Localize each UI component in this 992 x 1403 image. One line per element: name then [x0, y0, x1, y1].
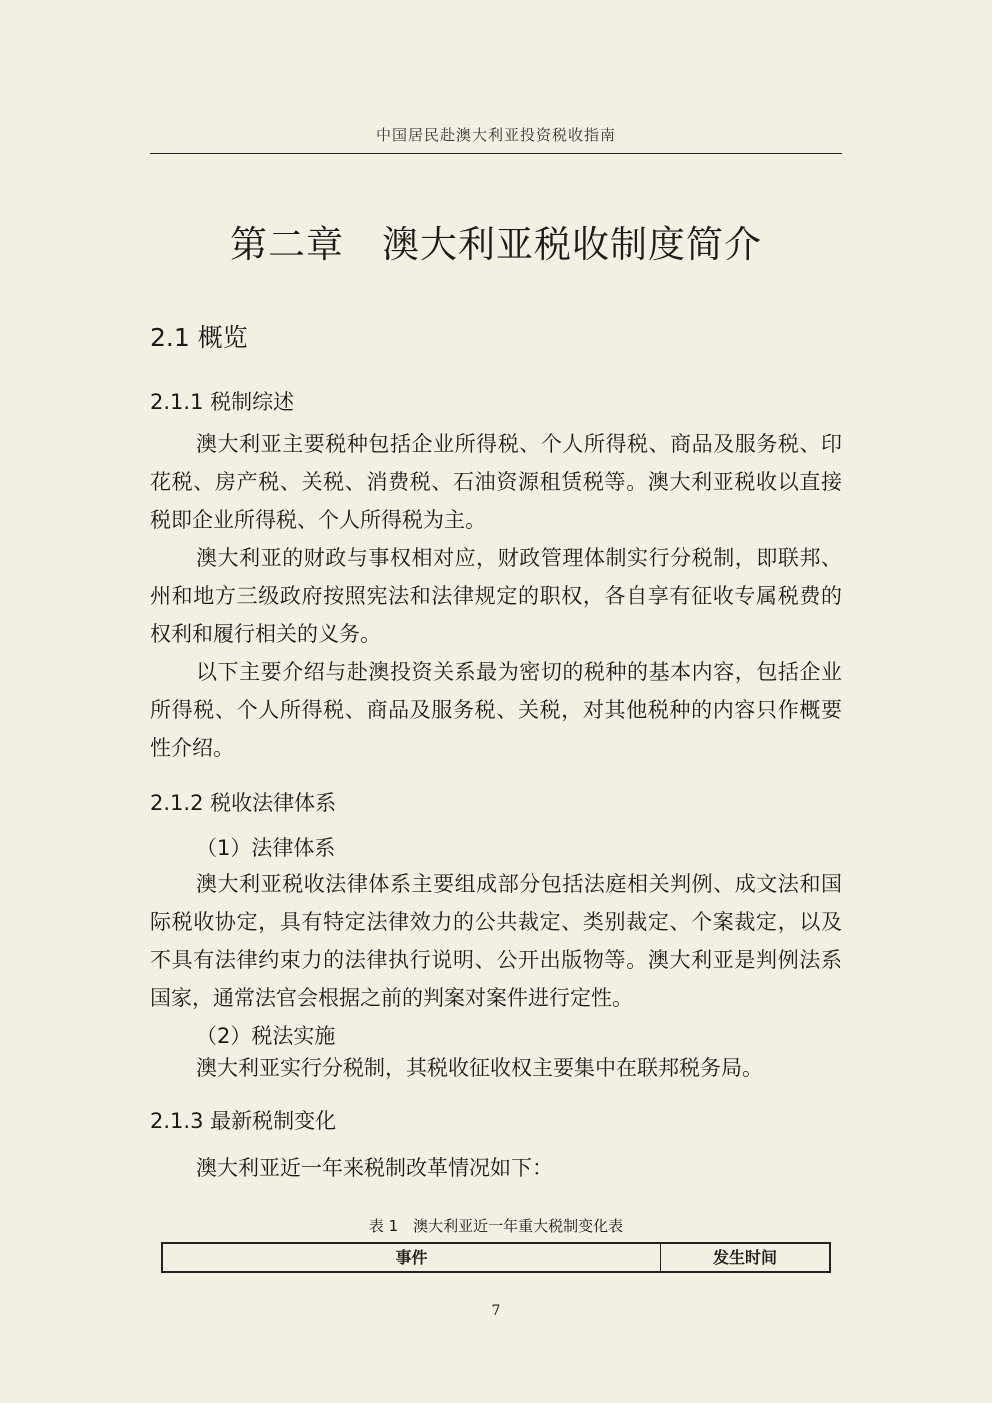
- paragraph: 以下主要介绍与赴澳投资关系最为密切的税种的基本内容，包括企业所得税、个人所得税、商品及服务税、关税，对其他税种的内容只作概要性介绍。: [150, 660, 842, 760]
- table-header-event: 事件: [163, 1244, 661, 1271]
- table-header-date: 发生时间: [712, 1248, 777, 1267]
- subsection-title-2-1-2: 2.1.2 税收法律体系: [150, 791, 337, 815]
- paragraph: 澳大利亚主要税种包括企业所得税、个人所得税、商品及服务税、印花税、房产税、关税、消费税、石油资源租赁税等。澳大利亚税收以直接税即企业所得税、个人所得税为主。: [150, 432, 842, 532]
- item-heading: （1）法律体系: [196, 836, 336, 860]
- section-title-2-1: 2.1 概览: [150, 323, 248, 352]
- subsection-title-2-1-3: 2.1.3 最新税制变化: [150, 1109, 337, 1133]
- header-rule: [150, 153, 842, 154]
- item-heading: （2）税法实施: [196, 1024, 336, 1048]
- paragraph: 澳大利亚实行分税制，其税收征收权主要集中在联邦税务局。: [196, 1056, 763, 1080]
- table-caption: 表 1 澳大利亚近一年重大税制变化表: [368, 1217, 624, 1235]
- subsection-title-2-1-1: 2.1.1 税制综述: [150, 390, 295, 414]
- paragraph: 澳大利亚税收法律体系主要组成部分包括法庭相关判例、成文法和国际税收协定，具有特定法律效力的公共裁定、类别裁定、个案裁定，以及不具有法律约束力的法律执行说明、公开出版物等。澳大利亚是判例法系国家，通常法官会根据之前的判案对案件进行定性。: [150, 872, 842, 1010]
- paragraph: 澳大利亚的财政与事权相对应，财政管理体制实行分税制，即联邦、州和地方三级政府按照宪法和法律规定的职权，各自享有征收专属税费的权利和履行相关的义务。: [150, 546, 842, 646]
- page-number: 7: [491, 1303, 501, 1319]
- chapter-title: 第二章 澳大利亚税收制度简介: [230, 223, 762, 266]
- running-header: 中国居民赴澳大利亚投资税收指南: [375, 126, 616, 144]
- tax-change-table: [161, 1242, 831, 1273]
- paragraph: 澳大利亚近一年来税制改革情况如下：: [196, 1156, 553, 1180]
